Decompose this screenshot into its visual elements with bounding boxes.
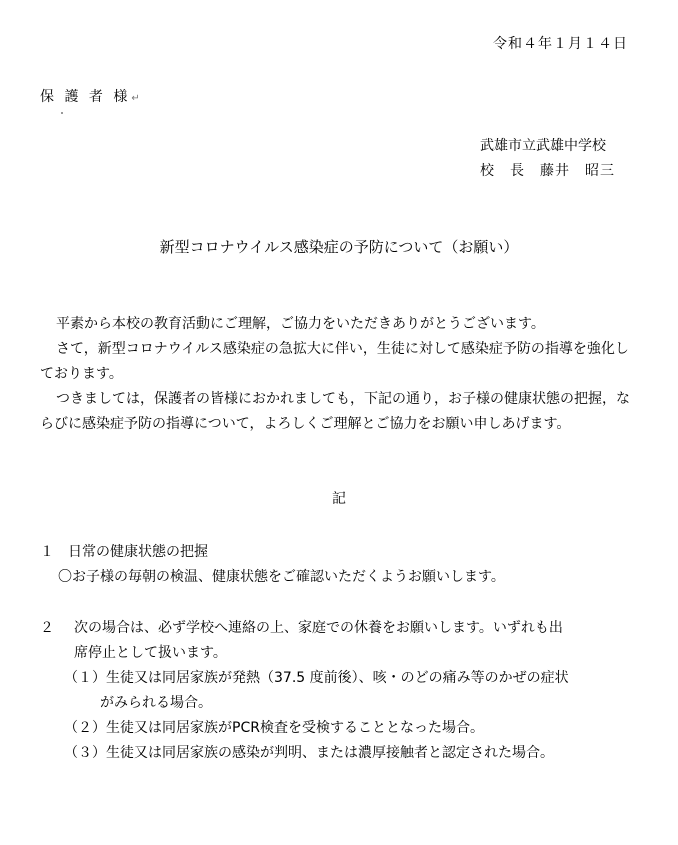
section-1-item: 〇お子様の毎朝の検温、健康状態をご確認いただくようお願いします。: [58, 569, 505, 585]
document-date: 令和４年１月１４日: [493, 36, 628, 52]
section-2: [40, 616, 640, 666]
section-2-text-continued: 席停止として扱います。: [74, 645, 227, 661]
section-2-item-2: （２）生徒又は同居家族がPCR検査を受検することとなった場合。: [64, 720, 484, 736]
recipient-label: 保 護 者 様: [40, 89, 131, 105]
document-title: 新型コロナウイルス感染症の予防について（お願い）: [159, 238, 519, 256]
sender-school: 武雄市立武雄中学校: [480, 138, 606, 154]
ki-heading: 記: [332, 491, 346, 507]
section-2-item-3: （３）生徒又は同居家族の感染が判明、または濃厚接触者と認定された場合。: [64, 745, 554, 761]
return-mark-icon: ↵: [131, 93, 143, 104]
section-1-heading: １ 日常の健康状態の把握: [40, 544, 208, 560]
stray-dot: [61, 112, 63, 114]
section-2-item-1-continued: がみられる場合。: [100, 695, 212, 711]
recipient: [40, 86, 143, 106]
section-2-item-1: （１）生徒又は同居家族が発熱（37.5 度前後）、咳・のどの痛み等のかぜの症状: [64, 670, 569, 686]
paragraph-greeting: 平素から本校の教育活動にご理解，ご協力をいただきありがとうございます。: [56, 316, 545, 332]
paragraph-request: つきましては，保護者の皆様におかれましても，下記の通り，お子様の健康状態の把握，ならびに感染症予防の指導について，よろしくご理解とご協力をお願い申しあげます。: [40, 391, 630, 432]
sender-principal: 校 長 藤井 昭三: [480, 163, 615, 179]
paragraph-context: さて，新型コロナウイルス感染症の急拡大に伴い，生徒に対して感染症予防の指導を強化しております。: [40, 341, 629, 382]
section-2-text: 次の場合は、必ず学校へ連絡の上、家庭での休養をお願いします。いずれも出: [74, 620, 563, 636]
section-2-number: ２: [40, 620, 54, 636]
